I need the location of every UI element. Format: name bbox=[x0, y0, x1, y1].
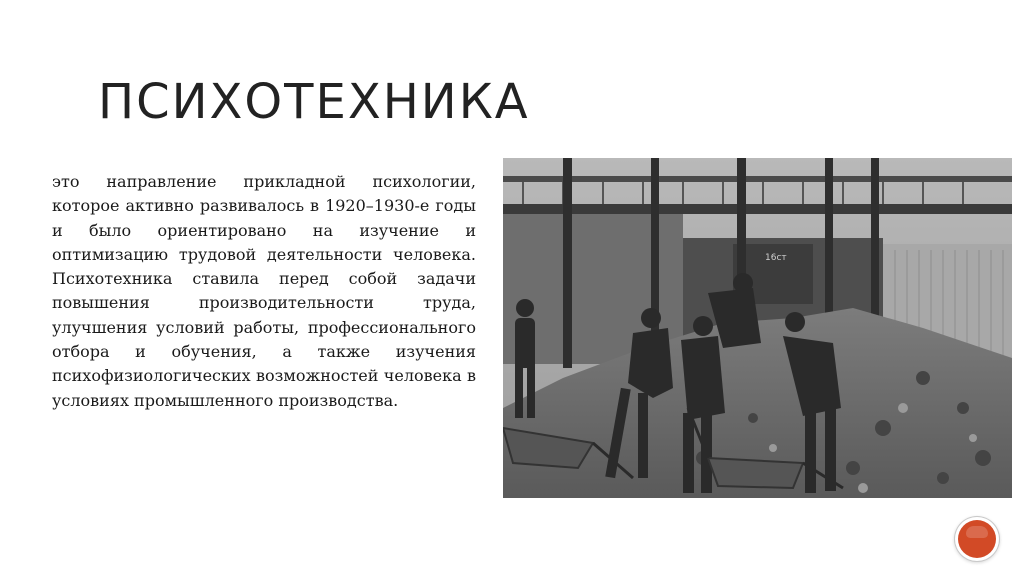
slide-body-text: это направление прикладной психологии, которое активно развивалось в 1920–1930-е годы и было ориентировано на изучение и оптимизацию трудовой деятельности человека. Психотехника ставила перед собой задачи повышения производительности труда, улучшения условий работы, профессионального отбора и обучения, а также изучения психофизиологических возможностей человека в условиях промышленного производства. bbox=[52, 172, 476, 410]
slide-nav-button[interactable] bbox=[958, 520, 996, 558]
historical-photo-workers bbox=[503, 158, 1012, 498]
slide-title: ПСИХОТЕХНИКА bbox=[98, 74, 530, 130]
wagon-marking: 16ст bbox=[765, 253, 787, 263]
